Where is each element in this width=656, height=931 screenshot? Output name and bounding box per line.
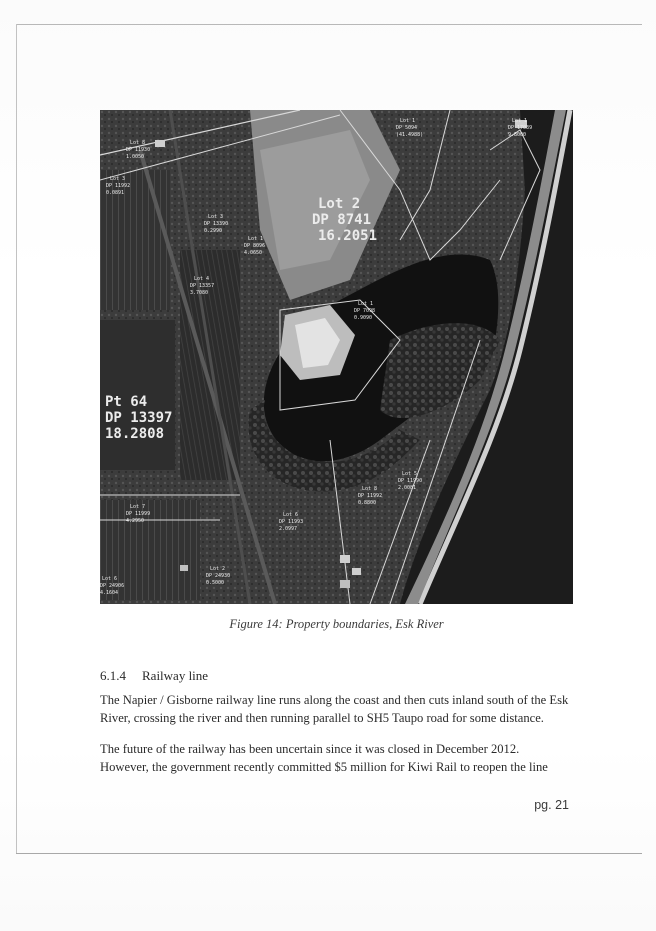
svg-text:Lot 5: Lot 5 xyxy=(402,471,418,477)
page-border-left xyxy=(16,24,17,854)
svg-text:0.9090: 0.9090 xyxy=(354,315,373,321)
svg-text:0.2990: 0.2990 xyxy=(204,228,223,234)
svg-text:1.0050: 1.0050 xyxy=(126,154,145,160)
svg-text:Lot 1: Lot 1 xyxy=(512,118,528,124)
svg-text:Lot 8: Lot 8 xyxy=(130,140,146,146)
building xyxy=(180,565,188,571)
svg-text:3.7080: 3.7080 xyxy=(190,290,209,296)
svg-text:DP 11993: DP 11993 xyxy=(279,519,304,525)
svg-text:DP 17039: DP 17039 xyxy=(508,125,533,131)
svg-text:Lot 2: Lot 2 xyxy=(210,566,226,572)
svg-text:4.1604: 4.1604 xyxy=(100,590,119,596)
svg-text:2.0081: 2.0081 xyxy=(398,485,417,491)
page-number: pg. 21 xyxy=(534,798,569,812)
svg-text:0.8800: 0.8800 xyxy=(358,500,377,506)
building xyxy=(352,568,361,575)
svg-text:DP 11992: DP 11992 xyxy=(358,493,383,499)
svg-text:9.8000: 9.8000 xyxy=(508,132,527,138)
svg-text:DP 11992: DP 11992 xyxy=(106,183,131,189)
svg-text:DP 24906: DP 24906 xyxy=(100,583,125,589)
section-heading xyxy=(100,668,208,684)
building xyxy=(340,555,350,563)
svg-text:Lot 1: Lot 1 xyxy=(400,118,416,124)
label-small-lot xyxy=(244,236,265,256)
svg-text:0.0891: 0.0891 xyxy=(106,190,125,196)
svg-text:DP 11930: DP 11930 xyxy=(126,147,151,153)
svg-text:DP 5094: DP 5094 xyxy=(396,125,418,131)
building xyxy=(340,580,350,588)
section-number: 6.1.4 xyxy=(100,668,126,683)
figure-caption: Figure 14: Property boundaries, Esk River xyxy=(229,617,444,631)
page-border-top xyxy=(16,24,642,25)
svg-text:Lot 8: Lot 8 xyxy=(362,486,378,492)
svg-text:16.2051: 16.2051 xyxy=(318,228,378,244)
svg-text:Pt 64: Pt 64 xyxy=(105,394,148,410)
svg-text:DP 11999: DP 11999 xyxy=(126,511,151,517)
svg-text:Lot 2: Lot 2 xyxy=(318,196,361,212)
svg-text:Lot 7: Lot 7 xyxy=(130,504,146,510)
paragraph: The Napier / Gisborne railway line runs along the coast and then cuts inland south of the Esk River, crossing the river and then running parallel to SH5 Taupo road for some distance. xyxy=(100,693,569,725)
aerial-photo-esk-river xyxy=(100,110,573,604)
svg-text:(41.4988): (41.4988) xyxy=(396,132,424,138)
svg-text:Lot 1: Lot 1 xyxy=(358,301,374,307)
svg-text:Lot 3: Lot 3 xyxy=(110,176,126,182)
svg-text:DP 8096: DP 8096 xyxy=(244,243,266,249)
svg-text:DP 7098: DP 7098 xyxy=(354,308,376,314)
svg-text:Lot 4: Lot 4 xyxy=(194,276,210,282)
svg-text:DP 13390: DP 13390 xyxy=(204,221,229,227)
svg-text:4.2950: 4.2950 xyxy=(126,518,145,524)
svg-text:Lot 6: Lot 6 xyxy=(283,512,299,518)
svg-text:0.5000: 0.5000 xyxy=(206,580,225,586)
svg-text:DP 8741: DP 8741 xyxy=(312,212,372,228)
svg-text:DP 24930: DP 24930 xyxy=(206,573,231,579)
paragraph: The future of the railway has been uncertain since it was closed in December 2012. However, the government recently committed $5 million for Kiwi Rail to reopen the line xyxy=(100,742,548,774)
page-border-bottom xyxy=(16,853,642,854)
svg-text:2.0997: 2.0997 xyxy=(279,526,298,532)
svg-text:4.0650: 4.0650 xyxy=(244,250,263,256)
section-title: Railway line xyxy=(142,668,209,683)
svg-text:Lot 3: Lot 3 xyxy=(208,214,224,220)
svg-text:Lot 1: Lot 1 xyxy=(248,236,264,242)
svg-text:Lot 6: Lot 6 xyxy=(102,576,118,582)
label-small-lot xyxy=(354,301,375,321)
svg-text:DP 13357: DP 13357 xyxy=(190,283,215,289)
svg-text:DP 11990: DP 11990 xyxy=(398,478,423,484)
svg-text:18.2808: 18.2808 xyxy=(105,426,165,442)
svg-text:DP 13397: DP 13397 xyxy=(105,410,173,426)
building xyxy=(155,140,165,147)
